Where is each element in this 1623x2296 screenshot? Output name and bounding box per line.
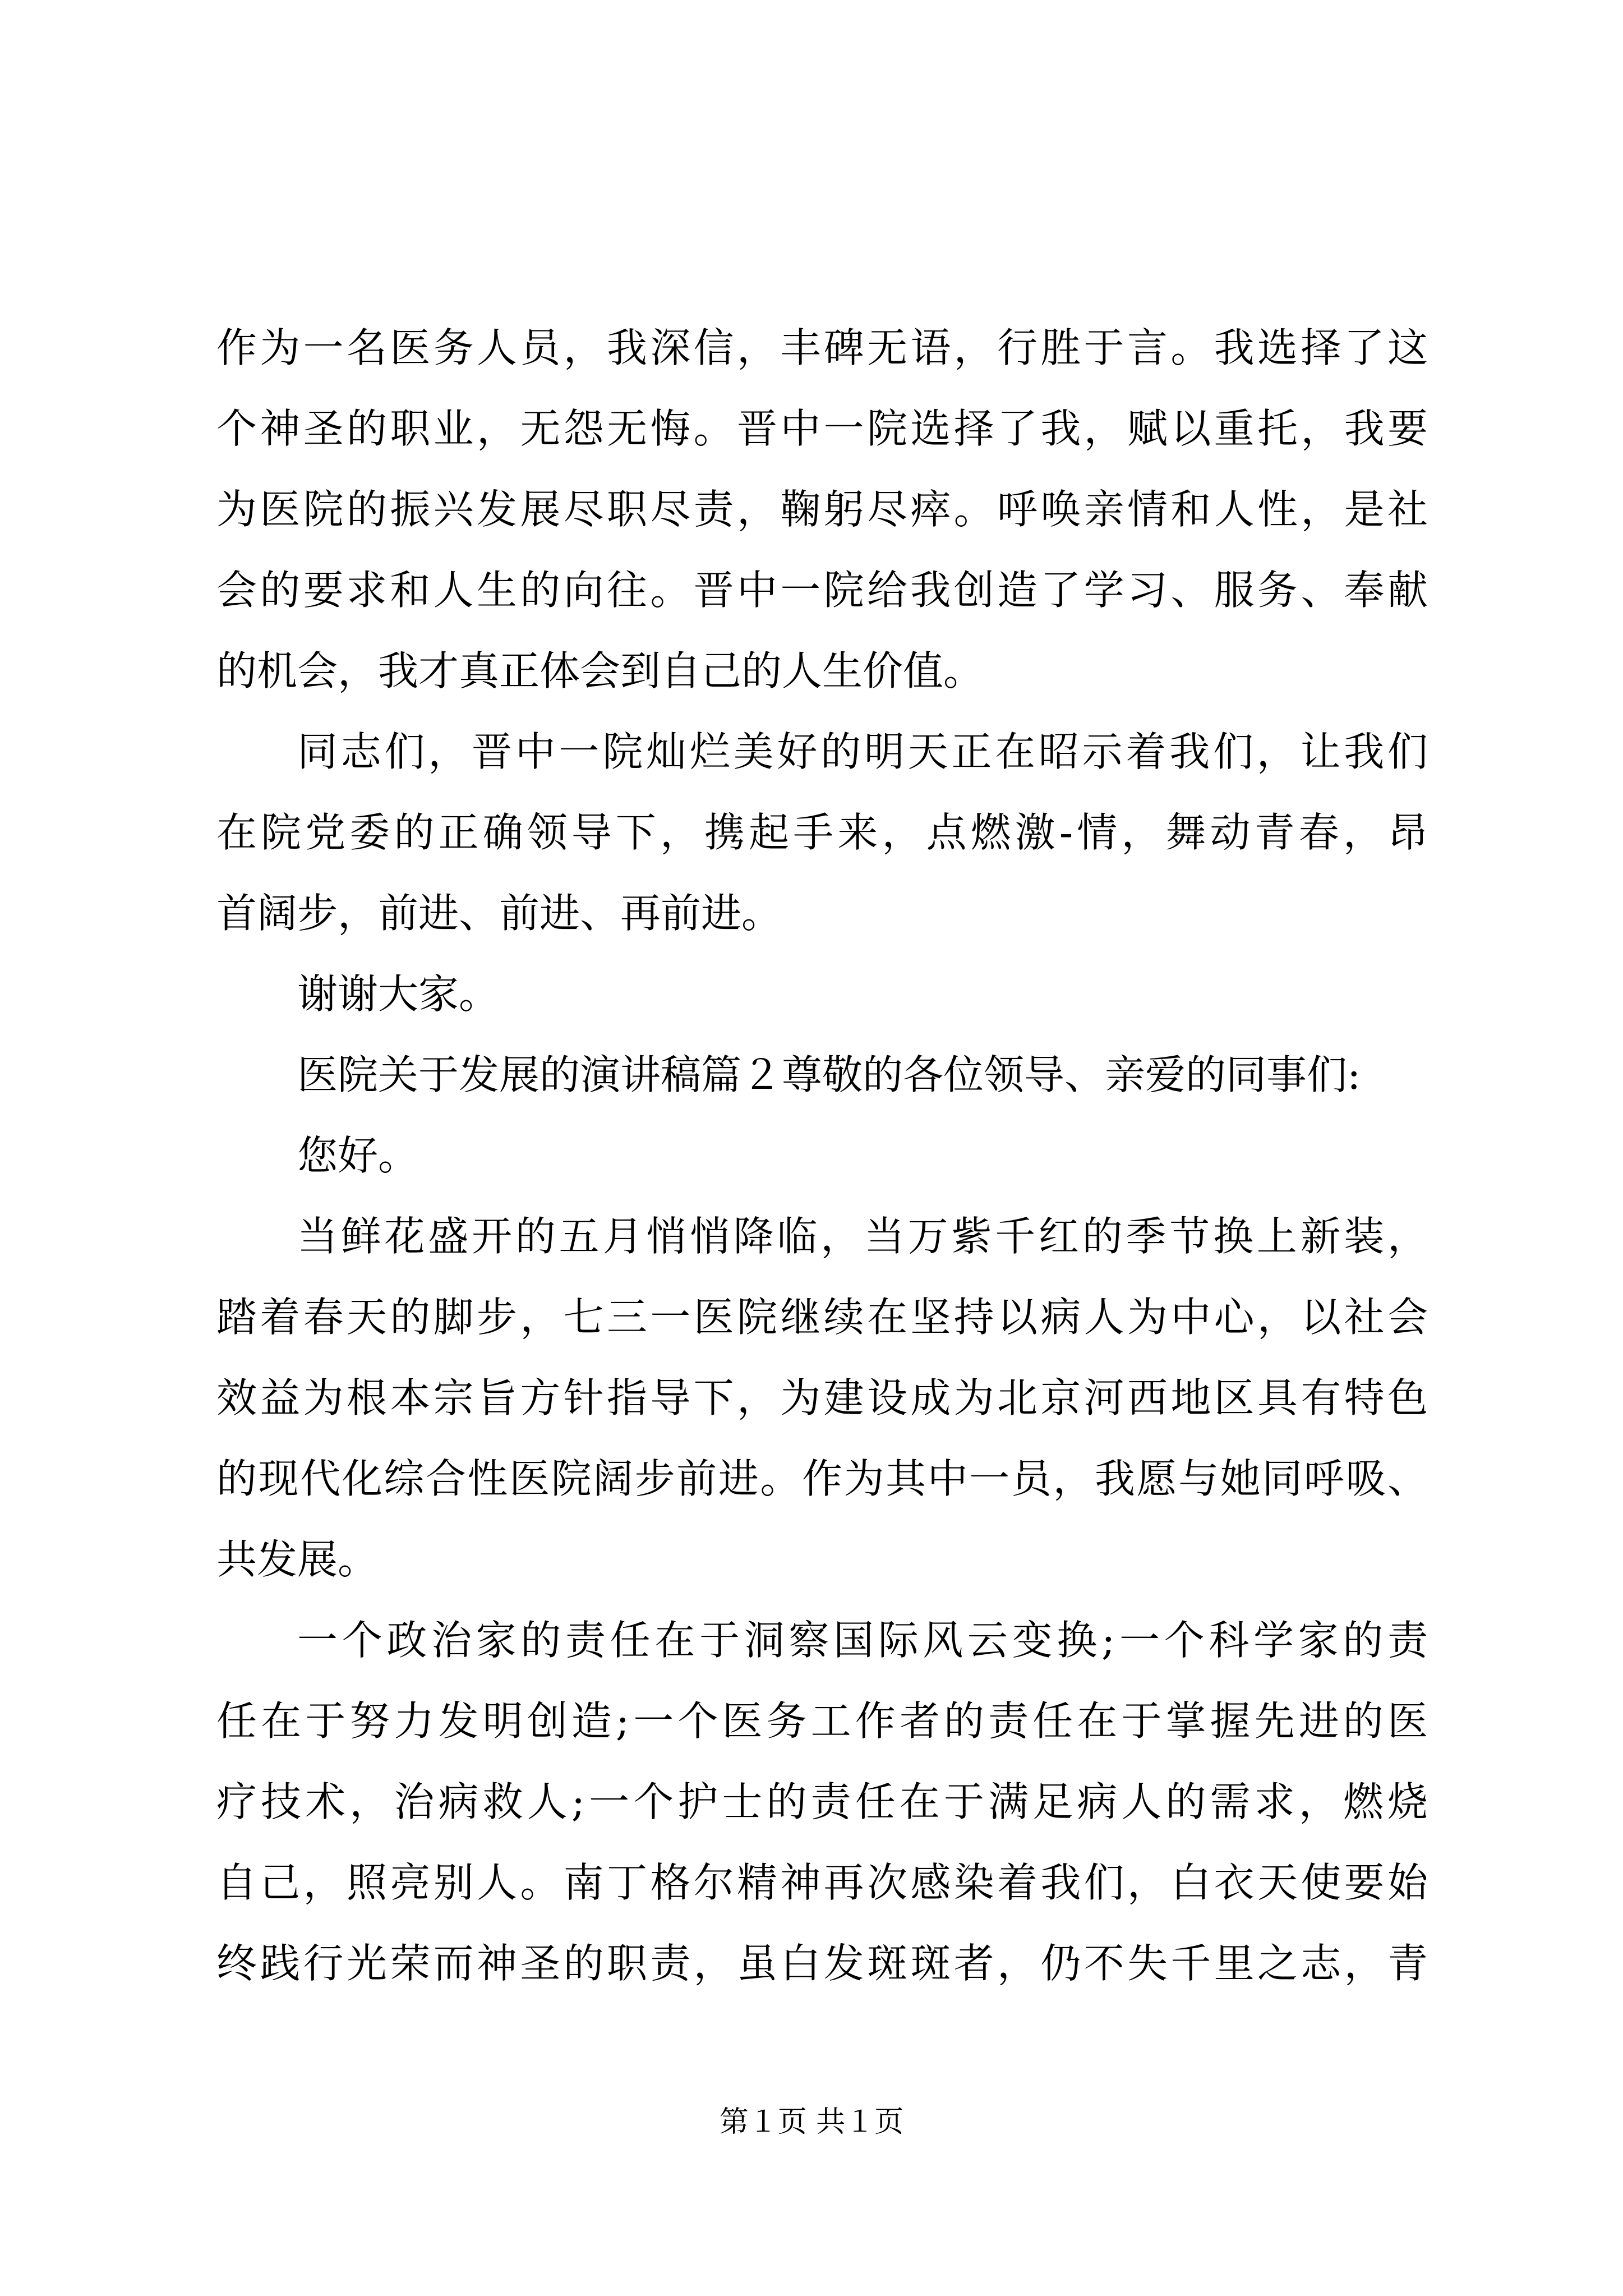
text-line: 在院党委的正确领导下，携起手来，点燃激-情，舞动青春，昂 [216,809,1428,856]
text-line: 终践行光荣而神圣的职责，虽白发斑斑者，仍不失千里之志，青 [216,1940,1428,1987]
text-line: 医院关于发展的演讲稿篇２尊敬的各位领导、亲爱的同事们: [297,1051,1361,1098]
text-line: 踏着春天的脚步，七三一医院继续在坚持以病人为中心，以社会 [216,1294,1428,1341]
text-line: 首阔步，前进、前进、再前进。 [216,890,782,937]
document-body [216,307,1428,2004]
text-line: 自己，照亮别人。南丁格尔精神再次感染着我们，白衣天使要始 [216,1859,1428,1906]
text-line: 的现代化综合性医院阔步前进。作为其中一员，我愿与她同呼吸、 [216,1455,1428,1502]
text-line: 个神圣的职业，无怨无悔。晋中一院选择了我，赋以重托，我要 [216,405,1428,452]
text-line: 谢谢大家。 [297,970,500,1018]
text-line: 您好。 [297,1132,419,1179]
text-line: 疗技术，治病救人;一个护士的责任在于满足病人的需求，燃烧 [216,1778,1428,1825]
text-line: 一个政治家的责任在于洞察国际风云变换;一个科学家的责 [297,1617,1428,1664]
page-footer: 第１页 共１页 [719,2105,904,2139]
text-line: 会的要求和人生的向往。晋中一院给我创造了学习、服务、奉献 [216,567,1428,614]
text-line: 共发展。 [216,1536,379,1583]
text-line: 任在于努力发明创造;一个医务工作者的责任在于掌握先进的医 [216,1697,1428,1745]
text-line: 作为一名医务人员，我深信，丰碑无语，行胜于言。我选择了这 [216,324,1428,371]
text-line: 效益为根本宗旨方针指导下，为建设成为北京河西地区具有特色 [216,1374,1428,1421]
text-line: 为医院的振兴发展尽职尽责，鞠躬尽瘁。呼唤亲情和人性，是社 [216,486,1428,533]
text-line: 当鲜花盛开的五月悄悄降临，当万紫千红的季节换上新装， [297,1213,1428,1260]
text-line: 的机会，我才真正体会到自己的人生价值。 [216,647,984,694]
text-line: 同志们，晋中一院灿烂美好的明天正在昭示着我们，让我们 [297,728,1428,775]
